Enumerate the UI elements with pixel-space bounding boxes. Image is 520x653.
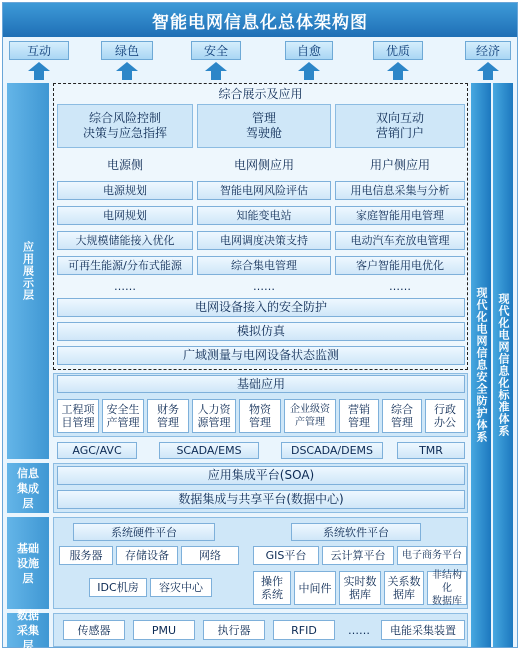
hardware-platform-header: 系统硬件平台: [73, 523, 215, 541]
grid-item: 智能电网风险评估: [197, 181, 331, 200]
goal-safe: 安全: [191, 41, 241, 60]
software-item: 实时数 据库: [339, 571, 381, 605]
basic-app-item: 企业级资 产管理: [284, 399, 336, 433]
column-header-grid: 电网侧应用: [233, 157, 294, 172]
power-item: 电源规划: [57, 181, 193, 200]
hardware-item: 存储设备: [116, 546, 178, 565]
column-header-user: 用户侧应用: [369, 157, 430, 172]
basic-app-item: 财务 管理: [147, 399, 189, 433]
basic-app-item: 工程项 目管理: [57, 399, 99, 433]
software-item: 关系数 据库: [384, 571, 424, 605]
goal-quality: 优质: [373, 41, 423, 60]
goal-self-healing: 自愈: [285, 41, 333, 60]
grid-item: 知能变电站: [197, 206, 331, 225]
hardware-item: 网络: [181, 546, 239, 565]
software-item: 非结构化 数据库: [427, 571, 467, 605]
wide-row-simulation: 模拟仿真: [57, 322, 465, 341]
marketing-portal-label: 双向互动 营销门户: [375, 111, 424, 140]
collection-item: 传感器: [63, 620, 125, 640]
software-item: GIS平台: [253, 546, 319, 565]
wide-row-security: 电网设备接入的安全防护: [57, 298, 465, 317]
power-item: 大规模储能接入优化: [57, 231, 193, 250]
collection-ellipsis: ……: [348, 623, 370, 637]
basic-apps-header: 基础应用: [57, 375, 465, 393]
power-item: 电网规划: [57, 206, 193, 225]
collection-item: 执行器: [203, 620, 265, 640]
system-item: DSCADA/DEMS: [281, 442, 383, 459]
standard-system-bar: 现代化电网信息化标准体系: [493, 83, 513, 647]
power-item: 可再生能源/分布式能源: [57, 256, 193, 275]
layer-info-integration: 信息集成层: [7, 463, 49, 513]
collection-item: RFID: [273, 620, 335, 640]
up-arrow-icon: [387, 62, 409, 80]
grid-item: 综合集电管理: [197, 256, 331, 275]
layer-app-display: 应用展示层: [7, 83, 49, 459]
power-ellipsis: ……: [114, 279, 136, 293]
basic-app-item: 营销 管理: [339, 399, 379, 433]
goal-interactive: 互动: [9, 41, 69, 60]
data-center-platform: 数据集成与共享平台(数据中心): [57, 490, 465, 509]
security-system-bar: 现代化电网信息安全防护体系: [471, 83, 491, 647]
user-item: 电动汽车充放电管理: [335, 231, 465, 250]
collection-item: PMU: [133, 620, 195, 640]
hardware-item: IDC机房: [89, 578, 147, 597]
basic-app-item: 物资 管理: [239, 399, 281, 433]
grid-ellipsis: ……: [253, 279, 275, 293]
basic-app-item: 人力资 源管理: [192, 399, 236, 433]
up-arrow-icon: [298, 62, 320, 80]
system-item: AGC/AVC: [57, 442, 137, 459]
up-arrow-icon: [116, 62, 138, 80]
goal-economy: 经济: [465, 41, 511, 60]
diagram-title: 智能电网信息化总体架构图: [3, 3, 517, 37]
architecture-diagram: [2, 2, 518, 652]
hardware-item: 容灾中心: [150, 578, 212, 597]
basic-app-item: 综合 管理: [382, 399, 422, 433]
collection-item: 电能采集装置: [381, 620, 465, 640]
risk-control-label: 综合风险控制 决策与应急指挥: [82, 111, 167, 140]
column-header-power: 电源侧: [106, 157, 143, 172]
basic-app-item: 行政 办公: [425, 399, 465, 433]
software-item: 电子商务平台: [397, 546, 467, 565]
goal-green: 绿色: [101, 41, 153, 60]
wide-row-monitoring: 广域测量与电网设备状态监测: [57, 346, 465, 365]
grid-item: 电网调度决策支持: [197, 231, 331, 250]
basic-app-item: 安全生 产管理: [102, 399, 144, 433]
user-ellipsis: ……: [389, 279, 411, 293]
software-item: 操作 系统: [253, 571, 291, 605]
up-arrow-icon: [28, 62, 50, 80]
software-platform-header: 系统软件平台: [291, 523, 421, 541]
display-section-header: 综合展示及应用: [218, 86, 303, 101]
system-item: TMR: [397, 442, 465, 459]
up-arrow-icon: [205, 62, 227, 80]
user-item: 客户智能用电优化: [335, 256, 465, 275]
software-item: 云计算平台: [322, 546, 394, 565]
layer-data-collection: 数据采集层: [7, 613, 49, 647]
system-item: SCADA/EMS: [159, 442, 259, 459]
soa-platform: 应用集成平台(SOA): [57, 466, 465, 485]
up-arrow-icon: [477, 62, 499, 80]
cockpit-label: 管理 驾驶舱: [245, 111, 282, 140]
hardware-item: 服务器: [59, 546, 113, 565]
user-item: 家庭智能用电管理: [335, 206, 465, 225]
user-item: 用电信息采集与分析: [335, 181, 465, 200]
software-item: 中间件: [294, 571, 336, 605]
layer-infrastructure: 基础设施层: [7, 517, 49, 609]
